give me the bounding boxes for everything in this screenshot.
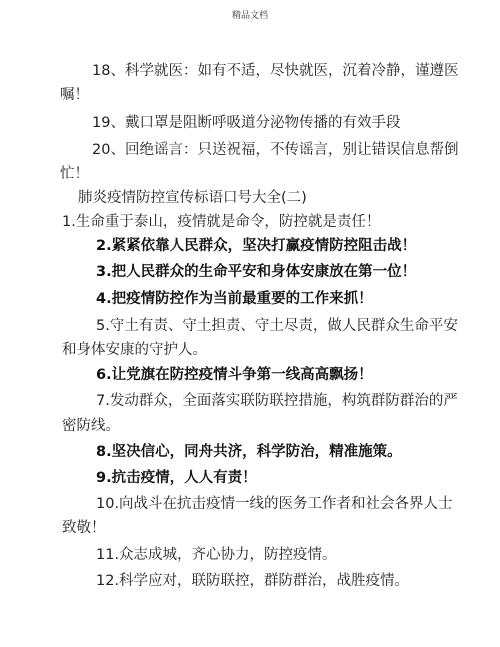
- page-header: 精品文档: [231, 11, 268, 21]
- document-page: 精品文档 18、科学就医：如有不适，尽快就医，沉着冷静，谨遵医 嘱！ 19、戴口罩是阻断呼吸道分泌物传播的有效手段 20、回绝谣言：只送祝福，不传谣言，别让错误信息帮倒 忙！ 肺炎疫情防控宣传标语口号大全(二) 1.生命重于泰山，疫情就是命令，防控就是责任！ 2.紧紧依靠人民群众，坚决打赢疫情防控阻击战！ 3.把人民群众的生命平安和身体安康放在第一位！ 4.把疫情防控作为当前最重要的工作来抓！ 5.守土有责、守土担责、守土尽责，做人民群众生命平安 和身体安康的守护人。 6.让党旗在防控疫情斗争第一线高高飘扬！ 7.发动群众，全面落实联防联控措施，构筑群防群治的严 密防线。 8.坚决信心，同舟共济，科学防治，精准施策。 9.抗击疫情，人人有责！ 10.向战斗在抗击疫情一线的医务工作者和社会各界人士 致敬！ 11.众志成城，齐心协力，防控疫情。 12.科学应对，联防联控，群防群治，战胜疫情。: [0, 0, 500, 647]
